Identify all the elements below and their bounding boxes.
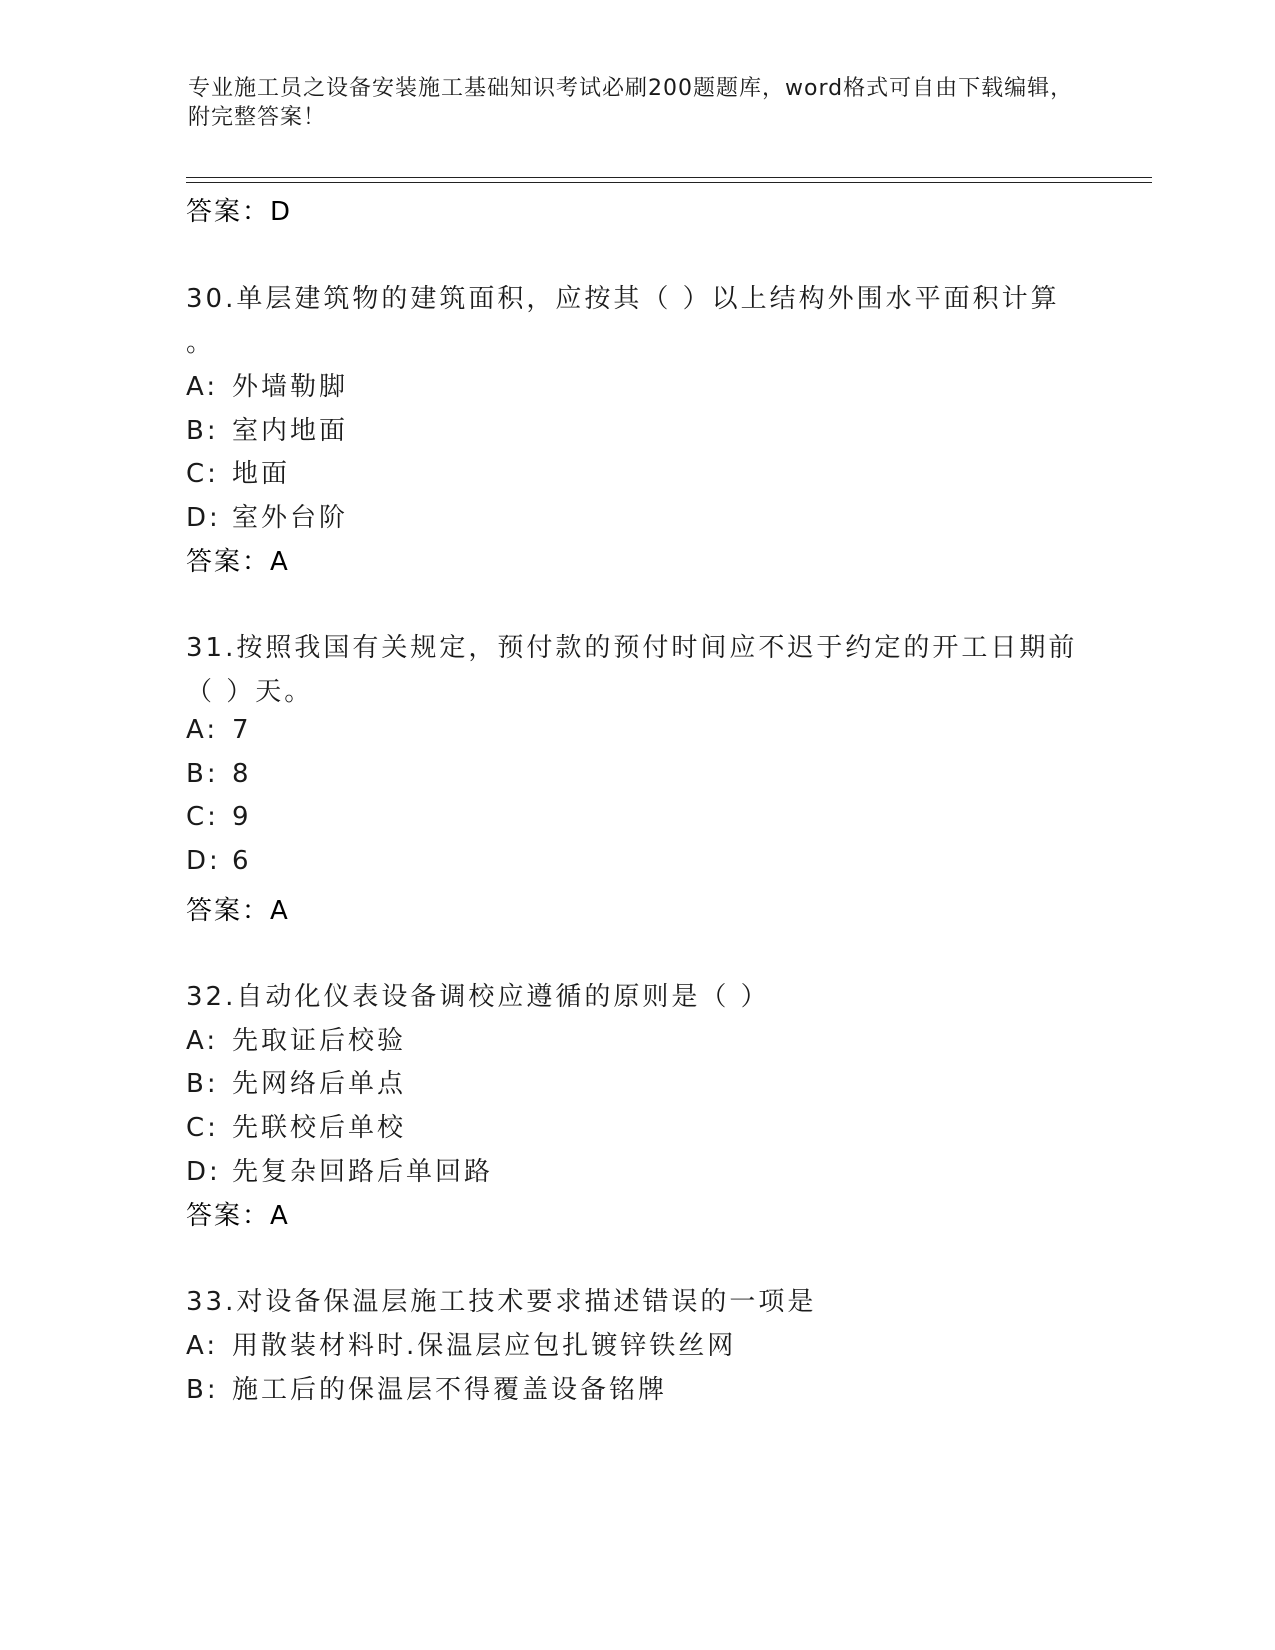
header-divider-double	[186, 182, 1152, 183]
option-letter: A:	[186, 372, 219, 402]
option-letter: C:	[186, 802, 219, 832]
option-text: 先复杂回路后单回路	[232, 1157, 494, 1187]
question-stem: 31.按照我国有关规定，预付款的预付时间应不迟于约定的开工日期前	[186, 633, 1078, 663]
option-letter: A:	[186, 1331, 219, 1361]
option-letter: B:	[186, 1069, 219, 1099]
answer-label: 答案：A	[186, 1201, 290, 1231]
option-letter: D:	[186, 846, 221, 876]
option-c	[186, 802, 252, 832]
option-letter: B:	[186, 759, 219, 789]
option-a	[186, 1325, 736, 1362]
option-text: 9	[232, 802, 252, 832]
option-text: 室外台阶	[232, 503, 349, 533]
option-a	[186, 366, 348, 403]
option-text: 用散装材料时.保温层应包扎镀锌铁丝网	[232, 1331, 737, 1361]
option-d	[186, 846, 252, 876]
option-a	[186, 1020, 406, 1057]
option-text: 室内地面	[232, 416, 349, 446]
option-text: 8	[232, 759, 252, 789]
option-text: 地面	[232, 459, 291, 489]
option-letter: D:	[186, 1157, 221, 1187]
option-c	[186, 453, 290, 490]
option-d	[186, 497, 348, 534]
option-text: 先联校后单校	[232, 1113, 407, 1143]
option-letter: C:	[186, 1113, 219, 1143]
option-letter: B:	[186, 416, 219, 446]
header-divider	[186, 177, 1152, 178]
option-text: 先网络后单点	[232, 1069, 407, 1099]
option-text: 施工后的保温层不得覆盖设备铭牌	[232, 1375, 668, 1405]
option-text: 6	[232, 846, 252, 876]
option-b	[186, 759, 252, 789]
answer-label: 答案：A	[186, 547, 290, 577]
question-stem-continuation: （ ）天。	[186, 677, 314, 707]
option-a	[186, 715, 252, 745]
document-header: 专业施工员之设备安装施工基础知识考试必刷200题题库，word格式可自由下载编辑，附完整答案！	[188, 76, 1074, 130]
option-letter: A:	[186, 715, 219, 745]
option-b	[186, 1369, 667, 1406]
option-b	[186, 410, 348, 447]
option-text: 外墙勒脚	[232, 372, 349, 402]
option-b	[186, 1063, 406, 1100]
option-letter: C:	[186, 459, 219, 489]
option-text: 先取证后校验	[232, 1026, 407, 1056]
previous-answer: 答案：D	[186, 197, 293, 227]
answer-label: 答案：A	[186, 896, 290, 926]
question-stem: 32.自动化仪表设备调校应遵循的原则是（ ）	[186, 982, 770, 1012]
option-letter: B:	[186, 1375, 219, 1405]
question-stem-continuation: 。	[186, 328, 216, 358]
option-letter: D:	[186, 503, 221, 533]
option-d	[186, 1151, 493, 1188]
option-text: 7	[232, 715, 252, 745]
question-stem: 33.对设备保温层施工技术要求描述错误的一项是	[186, 1287, 817, 1317]
option-letter: A:	[186, 1026, 219, 1056]
option-c	[186, 1107, 406, 1144]
question-stem: 30.单层建筑物的建筑面积，应按其（ ）以上结构外围水平面积计算	[186, 284, 1060, 314]
